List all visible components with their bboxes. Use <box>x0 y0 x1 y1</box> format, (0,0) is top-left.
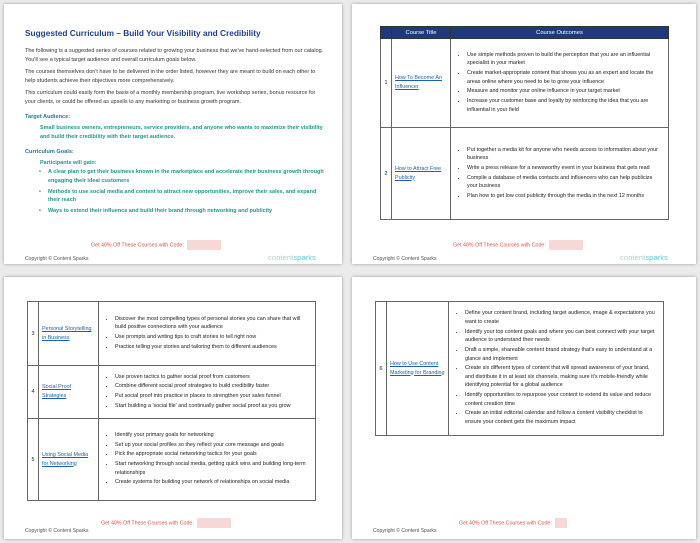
col-number-header <box>381 27 392 39</box>
outcome-item: • Increase your customer base and loyalty by reinforcing the idea that you are influential in your field <box>467 97 664 114</box>
table-row <box>381 128 669 220</box>
table-row <box>28 366 316 419</box>
outcome-item: • Start networking through social media, getting quick wins and building long-term relationships <box>115 460 311 477</box>
outcome-item: • Create six different types of content that will spread awareness of your brand, and distribute it in at least six channels, making sure it's mobile-friendly while identifying potential for a global audience <box>465 364 659 390</box>
goal-item: • A clear plan to get their business known in the marketplace and accelerate their business growth through engaging their ideal customers <box>48 168 328 186</box>
course-number: 2 <box>381 128 392 220</box>
goals-intro: Participants will gain: <box>40 160 97 166</box>
outcome-item: • Create an initial editorial calendar and follow a content visibility checklist to ensure your content gets the maximum impact <box>465 409 659 426</box>
course-outcomes <box>449 305 663 431</box>
outcome-item: • Identify opportunities to repurpose your content to extend its value and reduce content creation time <box>465 391 659 408</box>
document-page-3 <box>4 277 342 539</box>
promo-code-box <box>197 518 231 528</box>
table-row <box>376 302 664 436</box>
outcome-item: • Draft a simple, shareable content brand strategy that's easy to understand at a glance and implement <box>465 346 659 363</box>
outcome-item: • Write a press release for a newsworthy event in your business that gets read <box>467 164 664 173</box>
outcome-item: • Pick the appropriate social networking tactics for your goals <box>115 450 311 459</box>
outcome-item: • Plan how to get low cost publicity through the media in the next 12 months <box>467 192 664 201</box>
outcome-item: • Define your content brand, including target audience, image & expectations you want to create <box>465 309 659 326</box>
course-outcomes <box>451 47 668 119</box>
copyright: Copyright © Content Sparks <box>25 528 89 534</box>
table-row <box>381 39 669 128</box>
course-outcomes <box>99 369 315 416</box>
outcome-item: • Discover the most compelling types of personal stories you can share that will build positive connections with your audience <box>115 315 311 332</box>
course-number: 3 <box>28 302 39 366</box>
col-outcomes-header: Course Outcomes <box>451 27 669 39</box>
target-audience-text: Small business owners, entrepreneurs, service providers, and anyone who wants to maximize their visibility and build their credibility with their target audience. <box>40 125 323 140</box>
promo-code-box <box>555 518 567 528</box>
copyright: Copyright © Content Sparks <box>25 256 89 262</box>
document-page-2 <box>352 4 696 264</box>
course-title-link[interactable]: Social Proof Strategies <box>42 384 72 399</box>
col-title-header: Course Title <box>392 27 451 39</box>
course-table <box>375 301 664 436</box>
promo-code-line <box>459 518 567 528</box>
course-title-link[interactable]: Using Social Media for Networking <box>42 451 89 467</box>
page-title: Suggested Curriculum – Build Your Visibility and Credibility <box>25 28 261 38</box>
intro-paragraph: The courses themselves don't have to be delivered in the order listed, however they are meant to build on each other to help students achieve their objectives more comprehensively. <box>25 69 316 84</box>
outcome-item: • Measure and monitor your online influence in your target market <box>467 87 664 96</box>
goal-item: • Methods to use social media and content to attract new opportunities, improve their sales, and expand their reach <box>48 188 328 206</box>
course-table <box>380 26 669 220</box>
outcome-item: • Use simple methods proven to build the perception that you are an influential specialist in your market <box>467 51 664 68</box>
table-row <box>28 302 316 366</box>
outcome-item: • Put together a media kit for anyone who needs access to information about your business <box>467 146 664 163</box>
curriculum-goals-heading: Curriculum Goals: <box>25 149 74 155</box>
outcome-item: • Put social proof into practice in places to strengthen your sales funnel <box>115 392 311 401</box>
outcome-item: • Combine different social proof strategies to build credibility faster <box>115 382 311 391</box>
outcome-item: • Create market-appropriate content that shows you as an expert and locate the areas online where you need to be to grow your influence <box>467 69 664 86</box>
course-number: 4 <box>28 366 39 419</box>
outcome-item: • Start building a 'social file' and continually gather social proof as you grow <box>115 402 311 411</box>
promo-code-line <box>91 240 221 250</box>
course-title-link[interactable]: How To Become An Influencer <box>395 75 442 90</box>
course-outcomes <box>99 427 315 492</box>
promo-text: Get 40% Off These Courses with Code: <box>91 242 184 249</box>
promo-code-box <box>187 240 221 250</box>
promo-text: Get 40% Off These Courses with Code: <box>459 520 552 527</box>
outcome-item: • Use prompts and writing tips to craft stories to tell right now <box>115 333 311 342</box>
goal-item: • Ways to extend their influence and build their brand through networking and publicity <box>48 207 328 216</box>
outcome-item: • Identify your top content goals and where you can best connect with your target audience to understand their needs <box>465 328 659 345</box>
table-header-row <box>381 27 669 39</box>
promo-text: Get 40% Off These Courses with Code: <box>101 520 194 527</box>
promo-code-line <box>453 240 583 250</box>
course-title-link[interactable]: How to Attract Free Publicity <box>395 165 442 181</box>
outcome-item: • Use proven tactics to gather social proof from customers <box>115 373 311 382</box>
promo-code-box <box>549 240 583 250</box>
outcome-item: • Practice telling your stories and tailoring them to different audiences <box>115 343 311 352</box>
promo-code-line <box>101 518 231 528</box>
course-title-link[interactable]: Personal Storytelling in Business <box>42 325 92 341</box>
document-page-1 <box>4 4 342 264</box>
course-number: 6 <box>376 302 387 436</box>
course-number: 1 <box>381 39 392 128</box>
content-sparks-logo: contentsparks <box>268 253 317 262</box>
goals-list <box>48 168 328 218</box>
outcome-item: • Compile a database of media contacts and influencers who can help publicize your business <box>467 174 664 191</box>
course-outcomes <box>451 142 668 206</box>
document-page-4 <box>352 277 696 539</box>
content-sparks-logo: contentsparks <box>620 253 669 262</box>
target-audience-heading: Target Audience: <box>25 114 71 120</box>
copyright: Copyright © Content Sparks <box>373 256 437 262</box>
outcome-item: • Set up your social profiles so they reflect your core message and goals <box>115 441 311 450</box>
course-outcomes <box>99 311 315 357</box>
copyright: Copyright © Content Sparks <box>373 528 437 534</box>
promo-text: Get 40% Off These Courses with Code: <box>453 242 546 249</box>
course-table <box>27 301 316 501</box>
table-row <box>28 419 316 501</box>
course-title-link[interactable]: How to Use Content Marketing for Branding <box>390 360 445 376</box>
outcome-item: • Create systems for building your network of relationships on social media <box>115 478 311 487</box>
course-number: 5 <box>28 419 39 501</box>
intro-paragraph: This curriculum could easily form the basis of a monthly membership program, live workshop series, bonus resource for your clients, or could be offered as upsells to any marketing or business growth program. <box>25 90 316 105</box>
outcome-item: • Identify your primary goals for networking <box>115 431 311 440</box>
intro-paragraph: The following is a suggested series of courses related to growing your business that we've hand-selected from our catalog. You'll see a typical target audience and overall curriculum goals below. <box>25 48 324 63</box>
